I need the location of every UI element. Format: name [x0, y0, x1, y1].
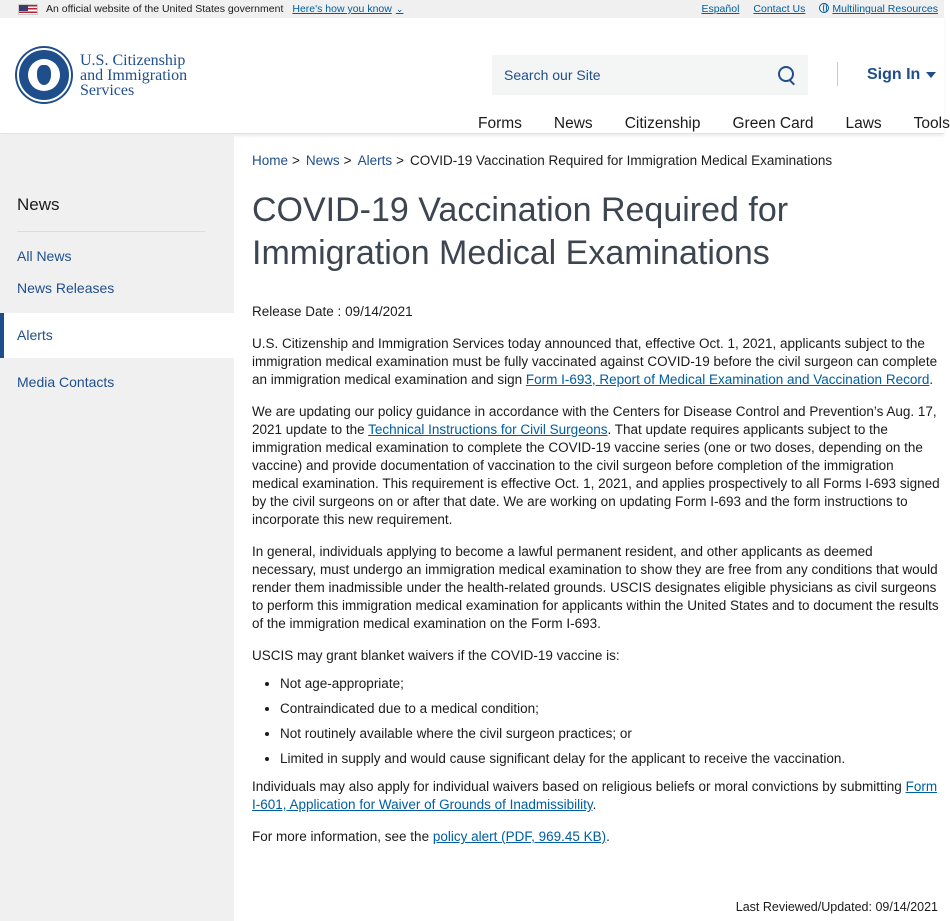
paragraph-6-start: For more information, see the: [252, 829, 433, 844]
logo-line-1: U.S. Citizenship: [80, 51, 186, 69]
heres-how-you-know-label: Here's how you know: [292, 3, 392, 15]
article-body: [252, 303, 940, 860]
nav-laws[interactable]: Laws: [845, 115, 882, 132]
breadcrumb-current: COVID-19 Vaccination Required for Immigration Medical Examinations: [409, 153, 833, 168]
breadcrumb-separator: >: [292, 153, 300, 168]
chevron-down-icon: ⌄: [395, 3, 404, 14]
breadcrumb-home[interactable]: Home: [252, 153, 289, 168]
espanol-link[interactable]: Español: [701, 3, 740, 15]
main-nav: [478, 115, 950, 133]
breadcrumb-news[interactable]: News: [305, 153, 340, 168]
release-date-value: 09/14/2021: [345, 304, 413, 319]
header-divider: [837, 62, 838, 86]
paragraph-3: In general, individuals applying to become a lawful permanent resident, and other applicants as deemed necessary, must undergo an immigration medical examination to show they are free from any conditions that would render them inadmissible under the health-related grounds. USCIS designates eligible physicians as civil surgeons to perform this immigration medical examination for applicants within the United States and to document the results of the immigration medical examination on the Form I-693.: [252, 544, 939, 631]
paragraph-1-text: U.S. Citizenship and Immigration Services today announced that, effective Oct. 1, 2021, applicants subject to the immigration medical examination must be fully vaccinated against COVID-19 before the civil surgeon can complete an immigration medical examination and sign: [252, 336, 938, 387]
sidebar: [0, 135, 234, 921]
nav-news[interactable]: News: [553, 115, 593, 132]
sign-in-button[interactable]: [867, 66, 936, 84]
banner-utility-links: [701, 3, 938, 15]
site-header: [0, 18, 950, 134]
gov-banner: [0, 0, 944, 18]
logo-line-2: and Immigration: [80, 66, 188, 84]
logo-text: [80, 53, 187, 98]
breadcrumb: [252, 153, 832, 168]
search-input[interactable]: [504, 67, 778, 83]
nav-forms[interactable]: Forms: [478, 115, 522, 132]
dhs-seal-icon: [17, 48, 71, 102]
paragraph-2-start: We are updating our policy guidance in accordance with the Centers for Disease Control and Prevention’s Aug. 17, 2021 update to the: [252, 404, 937, 437]
paragraph-6-end: .: [606, 829, 610, 844]
sidebar-item-media-contacts[interactable]: Media Contacts: [17, 374, 115, 390]
list-item: • Contraindicated due to a medical condition;: [280, 700, 940, 718]
us-flag-icon: [18, 4, 38, 15]
last-reviewed: [736, 900, 938, 914]
search-icon[interactable]: [778, 66, 796, 84]
paragraph-1: [252, 335, 940, 389]
uscis-logo[interactable]: [17, 48, 187, 102]
globe-icon: [819, 3, 829, 13]
release-date-label: Release Date :: [252, 304, 342, 319]
last-reviewed-date: 09/14/2021: [875, 900, 938, 914]
sign-in-label: Sign In: [867, 66, 921, 83]
form-i601-link[interactable]: Form I-601, Application for Waiver of Grounds of Inadmissibility: [252, 779, 938, 812]
nav-citizenship[interactable]: Citizenship: [624, 115, 701, 132]
multilingual-label: Multilingual Resources: [832, 3, 938, 15]
breadcrumb-separator: >: [343, 153, 352, 168]
technical-instructions-link[interactable]: Technical Instructions for Civil Surgeons: [368, 422, 608, 437]
official-website-text: An official website of the United States government: [46, 3, 284, 15]
release-date: [252, 303, 940, 321]
policy-alert-link[interactable]: policy alert (PDF, 969.45 KB): [432, 829, 607, 844]
caret-down-icon: [926, 72, 936, 78]
form-i693-link[interactable]: Form I-693, Report of Medical Examination and Vaccination Record: [525, 372, 930, 387]
paragraph-5-start: Individuals may also apply for individual waivers based on religious beliefs or moral convictions by submitting: [252, 779, 906, 794]
nav-green-card[interactable]: Green Card: [732, 115, 814, 132]
contact-us-link[interactable]: Contact Us: [753, 3, 806, 15]
sidebar-item-news-releases[interactable]: News Releases: [17, 280, 115, 296]
sidebar-item-alerts-label: Alerts: [17, 327, 53, 343]
waiver-list: [280, 675, 940, 768]
list-item: • Not age-appropriate;: [280, 675, 940, 693]
paragraph-4: USCIS may grant blanket waivers if the COVID-19 vaccine is:: [252, 648, 620, 663]
last-reviewed-label: Last Reviewed/Updated:: [735, 900, 872, 914]
list-item: • Not routinely available where the civil surgeon practices; or: [280, 725, 940, 743]
paragraph-2-end: . That update requires applicants subject to the immigration medical examination to complete the COVID-19 vaccine series (one or two doses, depending on the vaccine) and provide documentation of vaccination to the civil surgeon before completion of the immigration medical examination. This requirement is effective Oct. 1, 2021, and applies prospectively to all Forms I-693 signed by the civil surgeons on or after that date. We are working on updating Form I-693 and the form instructions to incorporate this new requirement.: [252, 422, 940, 527]
list-item: • Limited in supply and would cause significant delay for the applicant to receive the vaccination.: [280, 750, 940, 768]
paragraph-1-end: .: [929, 372, 934, 387]
nav-tools[interactable]: Tools: [913, 115, 950, 132]
logo-line-3: Services: [80, 81, 135, 99]
sidebar-item-alerts[interactable]: [0, 313, 234, 358]
heres-how-you-know-link[interactable]: [292, 3, 403, 15]
sidebar-title: News: [17, 195, 60, 214]
search-box: [492, 55, 808, 95]
paragraph-2: [252, 403, 940, 529]
paragraph-6: [252, 828, 940, 846]
breadcrumb-alerts[interactable]: Alerts: [357, 153, 393, 168]
multilingual-resources-link[interactable]: [819, 3, 938, 15]
paragraph-5-end: .: [592, 797, 597, 812]
sidebar-item-all-news[interactable]: All News: [17, 248, 72, 264]
sidebar-divider: [17, 231, 205, 232]
page-title: COVID-19 Vaccination Required for Immigration Medical Examinations: [252, 191, 789, 272]
paragraph-5: [252, 778, 940, 814]
breadcrumb-separator: >: [396, 153, 404, 168]
